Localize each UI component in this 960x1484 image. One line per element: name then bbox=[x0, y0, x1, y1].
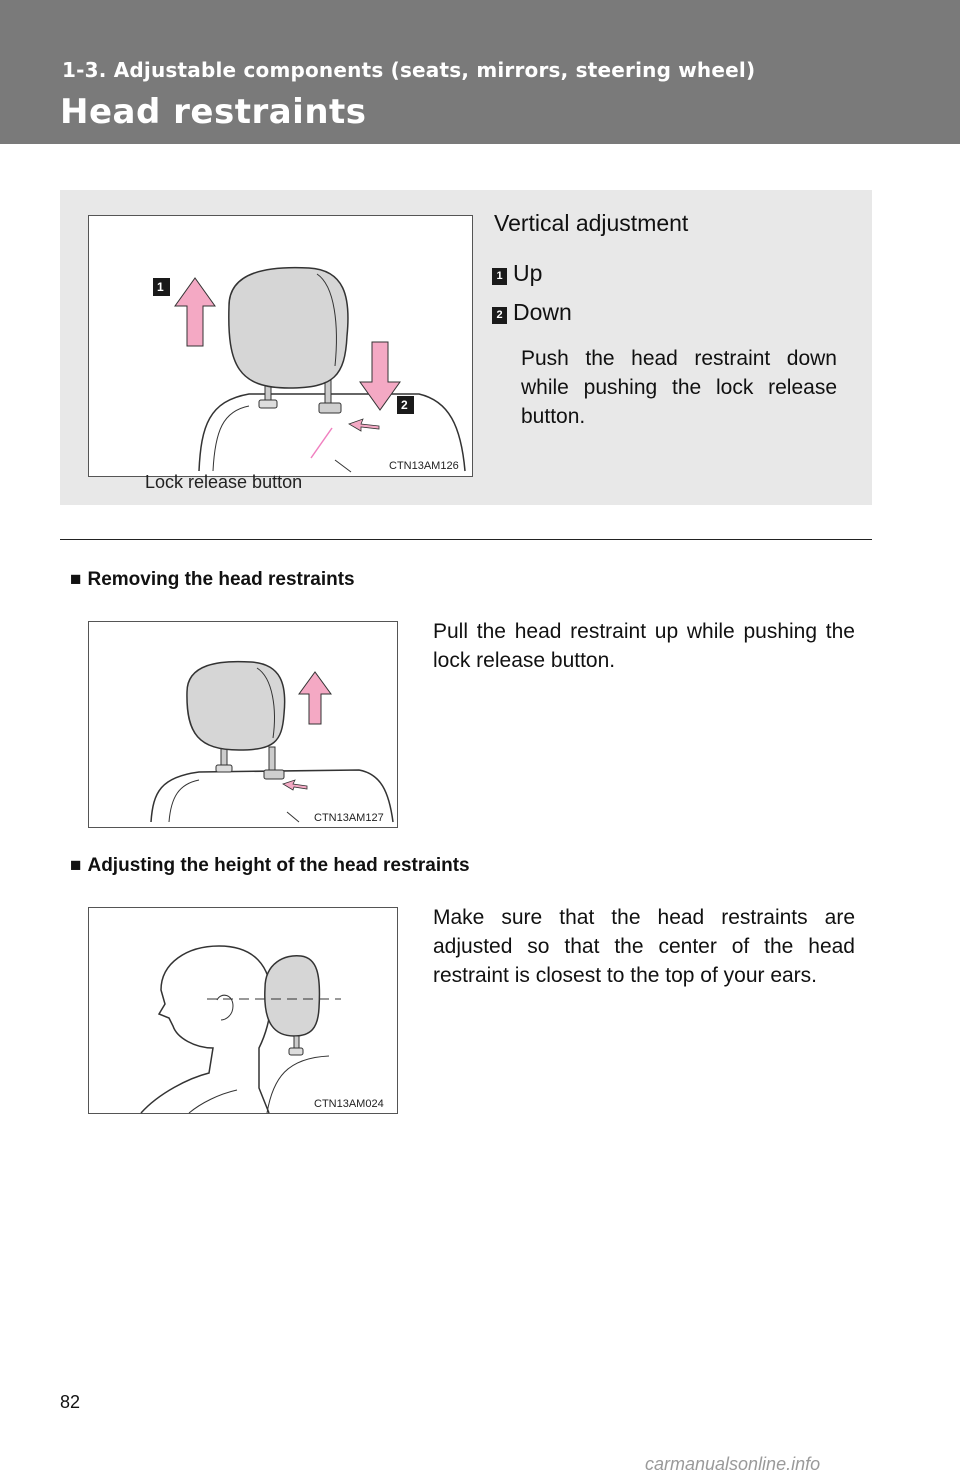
figure-code: CTN13AM126 bbox=[389, 460, 459, 472]
removing-heading-text: Removing the head restraints bbox=[87, 569, 355, 590]
vertical-instruction: Push the head restraint down while pushing the lock release button. bbox=[521, 347, 837, 428]
step-down bbox=[492, 299, 572, 326]
removing-text: Pull the head restraint up while pushing the lock release button. bbox=[433, 620, 855, 672]
adjusting-heading bbox=[70, 855, 470, 877]
adjusting-heading-text: Adjusting the height of the head restraints bbox=[87, 855, 470, 876]
section-title: 1-3. Adjustable components (seats, mirrors, steering wheel) bbox=[62, 58, 756, 82]
bullet-square-icon: ■ bbox=[70, 855, 82, 876]
step-up bbox=[492, 260, 542, 287]
vertical-adjustment-title: Vertical adjustment bbox=[494, 210, 689, 236]
page-title: Head restraints bbox=[60, 92, 367, 132]
page-header bbox=[0, 0, 960, 144]
adjusting-text: Make sure that the head restraints are adjusted so that the center of the head restraint is closest to the top of your ears. bbox=[433, 906, 855, 987]
lock-release-callout: Lock release button bbox=[145, 472, 303, 492]
figure-code: CTN13AM024 bbox=[314, 1098, 384, 1110]
bullet-square-icon: ■ bbox=[70, 569, 82, 590]
vertical-adjustment-figure bbox=[88, 215, 473, 492]
headrest-illustration bbox=[89, 216, 474, 478]
page-number: 82 bbox=[60, 1392, 81, 1412]
headrest-removal-illustration bbox=[89, 622, 399, 829]
adjusting-figure bbox=[88, 907, 398, 1114]
head-position-illustration bbox=[89, 908, 399, 1115]
step-number-badge: 2 bbox=[492, 307, 507, 324]
figure-code: CTN13AM127 bbox=[314, 812, 384, 824]
marker-2-label: 2 bbox=[401, 398, 408, 412]
marker-1-label: 1 bbox=[157, 280, 164, 294]
section-divider bbox=[60, 539, 872, 540]
step-label: Up bbox=[513, 260, 543, 286]
removing-figure bbox=[88, 621, 398, 828]
watermark: carmanualsonline.info bbox=[645, 1454, 821, 1474]
step-number-badge: 1 bbox=[492, 268, 507, 285]
removing-heading bbox=[70, 569, 355, 591]
step-label: Down bbox=[513, 299, 572, 325]
